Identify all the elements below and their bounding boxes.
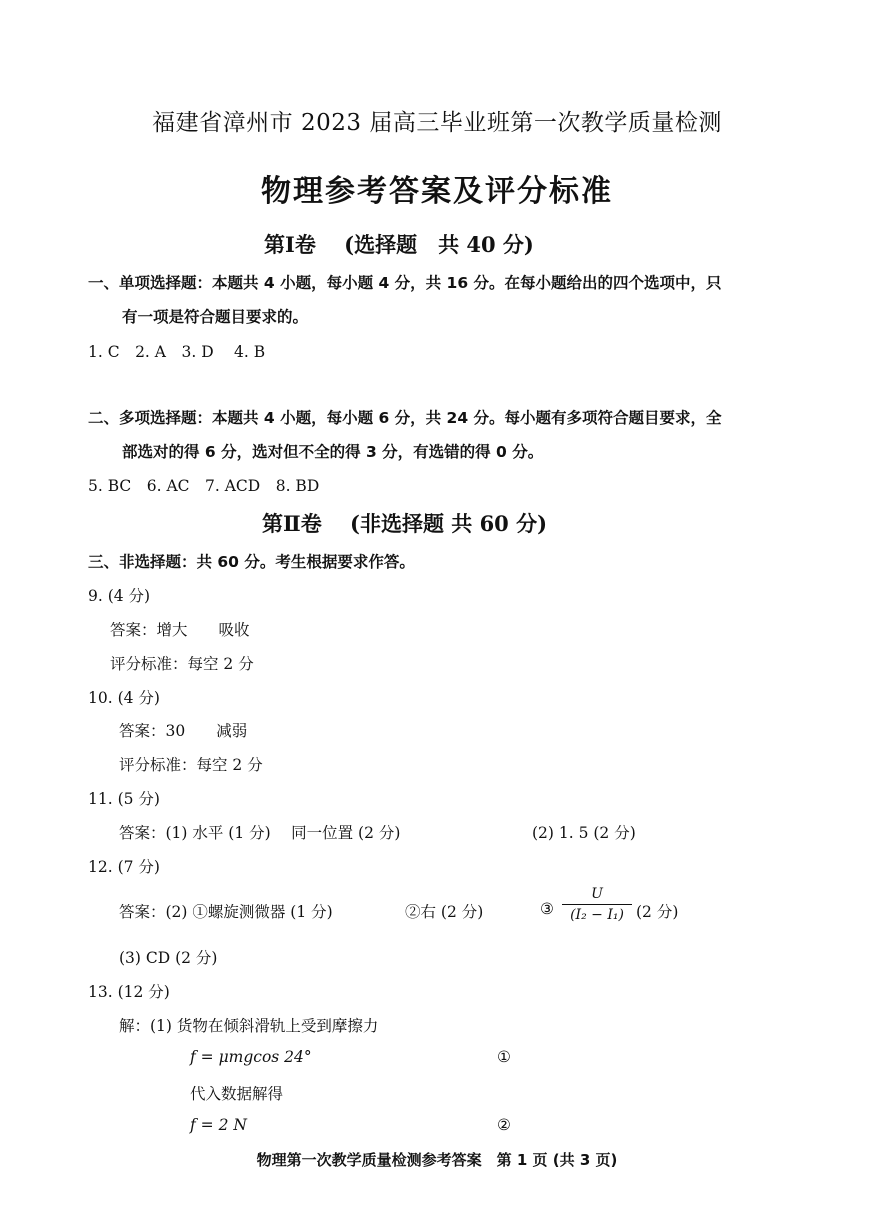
section2-heading-line1: 二、多项选择题：本题共 4 小题，每小题 6 分，共 24 分。每小题有多项符合题目要求，全 [88, 409, 722, 427]
section2-answers: 5. BC 6. AC 7. ACD 8. BD [88, 477, 320, 495]
q9-scoring: 评分标准：每空 2 分 [110, 655, 254, 673]
q12-answer-a: 答案：(2) ①螺旋测微器 (1 分) [119, 903, 333, 921]
q13-text1: 代入数据解得 [190, 1085, 284, 1103]
q13-eq1-mark: ① [497, 1048, 511, 1066]
q9-label: 9. (4 分) [88, 587, 151, 605]
q12-answer-line2: (3) CD (2 分) [119, 949, 218, 967]
q11-answer2: (2) 1. 5 (2 分) [532, 824, 636, 842]
volume1-title: 第Ⅰ卷 (选择题 共 40 分) [264, 232, 534, 257]
q12-label: 12. (7 分) [88, 858, 160, 876]
q12-answer-c-prefix: ③ [540, 900, 554, 918]
section1-heading-line2: 有一项是符合题目要求的。 [122, 308, 309, 326]
q9-answer: 答案：增大 吸收 [110, 621, 250, 639]
q13-eq2: f = 2 N [190, 1116, 247, 1134]
q10-label: 10. (4 分) [88, 689, 160, 707]
volume2-title: 第Ⅱ卷 (非选择题 共 60 分) [262, 511, 548, 536]
q11-label: 11. (5 分) [88, 790, 160, 808]
q12-fraction [562, 886, 632, 923]
q13-solution-intro: 解：(1) 货物在倾斜滑轨上受到摩擦力 [119, 1017, 379, 1035]
q12-fraction-numerator: U [591, 886, 603, 902]
q12-fraction-denominator: (I₂ − I₁) [570, 907, 624, 923]
document-title: 物理参考答案及评分标准 [261, 174, 613, 209]
q13-label: 13. (12 分) [88, 983, 170, 1001]
q10-answer: 答案：30 减弱 [119, 722, 248, 740]
section3-heading: 三、非选择题：共 60 分。考生根据要求作答。 [88, 553, 415, 571]
section1-answers: 1. C 2. A 3. D 4. B [88, 343, 266, 361]
section2-heading-line2: 部选对的得 6 分，选对但不全的得 3 分，有选错的得 0 分。 [122, 443, 544, 461]
q11-answer: 答案：(1) 水平 (1 分) 同一位置 (2 分) [119, 824, 401, 842]
exam-title: 福建省漳州市 2023 届高三毕业班第一次教学质量检测 [152, 110, 722, 136]
q13-eq2-mark: ② [497, 1116, 511, 1134]
section1-heading-line1: 一、单项选择题：本题共 4 小题，每小题 4 分，共 16 分。在每小题给出的四个选项中，只 [88, 274, 722, 292]
q10-scoring: 评分标准：每空 2 分 [119, 756, 263, 774]
q13-eq1: f = μmgcos 24° [190, 1048, 312, 1066]
q12-answer-b: ②右 (2 分) [405, 903, 484, 921]
page-footer: 物理第一次教学质量检测参考答案 第 1 页 (共 3 页) [256, 1151, 618, 1169]
q12-answer-c-suffix: (2 分) [636, 903, 679, 921]
